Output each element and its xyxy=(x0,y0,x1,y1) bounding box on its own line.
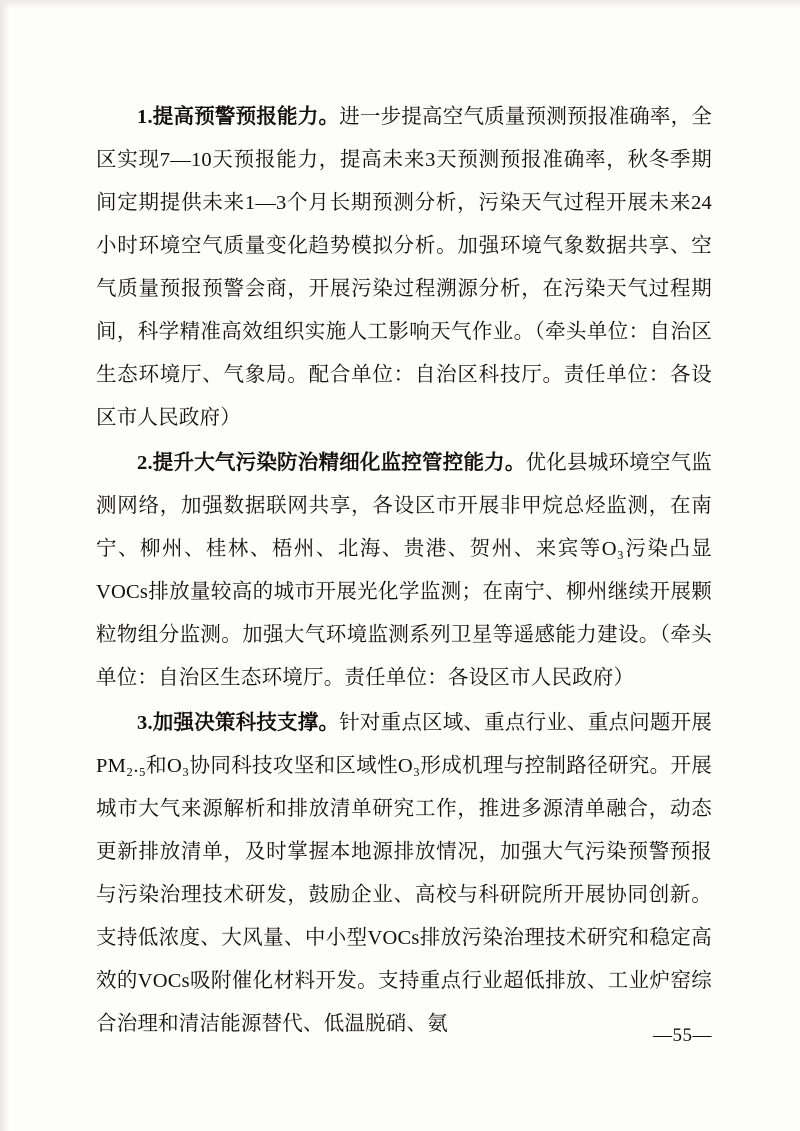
paragraph-1-text: 进一步提高空气质量预测预报准确率，全区实现7—10天预报能力，提高未来3天预测预报准确率，秋冬季期间定期提供未来1—3个月长期预测分析，污染天气过程开展未来24小时环境空气质量变化趋势模拟分析。加强环境气象数据共享、空气质量预报预警会商，开展污染过程溯源分析，在污染天气过程期间，科学精准高效组织实施人工影响天气作业。（牵头单位：自治区生态环境厅、气象局。配合单位：自治区科技厅。责任单位：各设区市人民政府） xyxy=(96,106,712,429)
paragraph-1-lead: 1.提高预警预报能力。 xyxy=(137,106,340,128)
paragraph-3 xyxy=(96,702,712,1046)
paragraph-3-text: 针对重点区域、重点行业、重点问题开展PM₂.₅和O₃协同科技攻坚和区域性O₃形成机理与控制路径研究。开展城市大气来源解析和排放清单研究工作，推进多源清单融合，动态更新排放清单，及时掌握本地源排放情况，加强大气污染预警预报与污染治理技术研发，鼓励企业、高校与科研院所开展协同创新。支持低浓度、大风量、中小型VOCs排放污染治理技术研究和稳定高效的VOCs吸附催化材料开发。支持重点行业超低排放、工业炉窑综合治理和清洁能源替代、低温脱硝、氨 xyxy=(96,712,712,1035)
page-number: —55— xyxy=(653,1025,712,1046)
paragraph-2-text: 优化县城环境空气监测网络，加强数据联网共享，各设区市开展非甲烷总烃监测，在南宁、柳州、桂林、梧州、北海、贵港、贺州、来宾等O₃污染凸显VOCs排放量较高的城市开展光化学监测；在南宁、柳州继续开展颗粒物组分监测。加强大气环境监测系列卫星等遥感能力建设。（牵头单位：自治区生态环境厅。责任单位：各设区市人民政府） xyxy=(96,452,712,689)
paragraph-1 xyxy=(96,96,712,440)
paragraph-3-lead: 3.加强决策科技支撑。 xyxy=(137,712,340,734)
scan-edge-top xyxy=(0,0,800,8)
scan-edge-left xyxy=(0,0,10,1131)
paragraph-2-lead: 2.提升大气污染防治精细化监控管控能力。 xyxy=(137,452,526,474)
document-body xyxy=(96,96,712,1048)
paragraph-2 xyxy=(96,442,712,700)
